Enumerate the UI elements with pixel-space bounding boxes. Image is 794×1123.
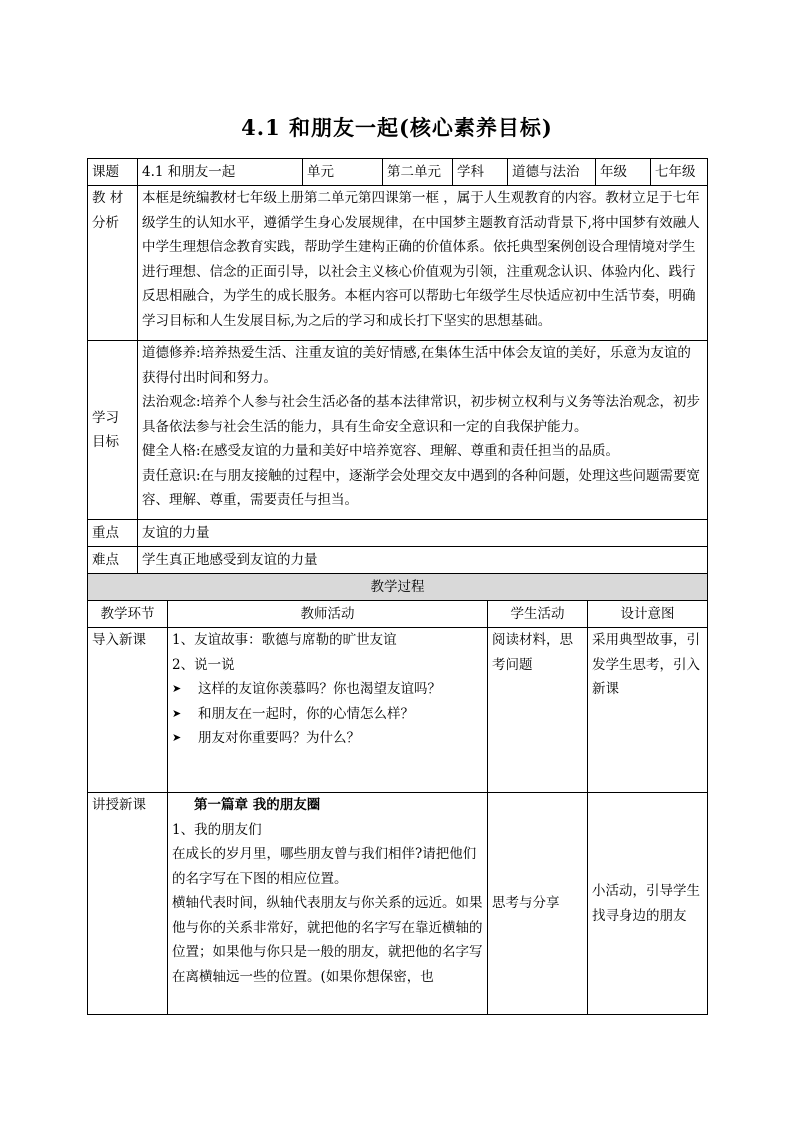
intro-bullet-text: 和朋友在一起时，你的心情怎么样？ — [198, 705, 414, 722]
page-title: 4.1 和朋友一起(核心素养目标) — [241, 115, 553, 140]
intro-line: 2、说一说 — [172, 656, 235, 673]
goals-label-line1: 学习 — [92, 409, 119, 426]
teach-subheading: 1、我的朋友们 — [172, 821, 262, 838]
arrow-bullet-icon: ➤ — [172, 731, 182, 744]
subject-label: 学科 — [453, 159, 508, 186]
intro-bullet-text: 朋友对你重要吗？为什么？ — [198, 730, 360, 746]
analysis-label-line1: 教 材 — [92, 190, 124, 206]
teach-stage: 讲授新课 — [88, 793, 168, 1015]
goal-item: 道德修养:培养热爱生活、注重友谊的美好情感,在集体生活中体会友谊的美好，乐意为友谊的获得付出时间和努力。 — [142, 345, 691, 386]
key-point-label: 重点 — [88, 520, 138, 547]
intro-teacher-activity — [168, 628, 488, 793]
goals-list — [138, 341, 708, 520]
analysis-text: 本框是统编教材七年级上册第二单元第四课第一框 ，属于人生观教育的内容。教材立足于七年级学生的认知水平，遵循学生身心发展规律，在中国梦主题教育活动背景下,将中国梦有效融人中学生理想信念教育实践，帮助学生建构正确的价值体系。依托典型案例创设合理情境对学生进行理想、信念的正面引导，以社会主义核心价值观为引领，注重观念认识、体验内化、践行反思相融合，为学生的成长服务。本框内容可以帮助七年级学生尽快适应初中生活节奏，明确学习目标和人生发展目标,为之后的学习和成长打下坚实的思想基础。 — [138, 186, 708, 341]
grade-value: 七年级 — [651, 159, 708, 186]
intro-bullet — [172, 726, 483, 751]
teach-paragraph: 横轴代表时间，纵轴代表朋友与你关系的远近。如果他与你的关系非常好，就把他的名字写在靠近横轴的位置；如果他与你只是一般的朋友，就把他的名字写在离横轴远一些的位置。(如果你想保密，也 — [172, 895, 483, 985]
column-header-intent: 设计意图 — [588, 601, 708, 628]
difficulty-text: 学生真正地感受到友谊的力量 — [138, 547, 708, 574]
column-header-stage: 教学环节 — [88, 601, 168, 628]
intro-line: 1、友谊故事：歌德与席勒的旷世友谊 — [172, 632, 397, 648]
lesson-label: 课题 — [88, 159, 138, 186]
intro-design-intent: 采用典型故事，引发学生思考，引入新课 — [588, 628, 708, 793]
column-header-teacher: 教师活动 — [168, 601, 488, 628]
goals-label-line2: 目标 — [92, 434, 119, 450]
teach-paragraph: 在成长的岁月里，哪些朋友曾与我们相伴?请把他们的名字写在下图的相应位置。 — [172, 846, 477, 887]
goals-label — [88, 341, 138, 520]
intro-stage: 导入新课 — [88, 628, 168, 793]
unit-value: 第二单元 — [383, 159, 453, 186]
teach-design-intent: 小活动，引导学生找寻身边的朋友 — [588, 793, 708, 1015]
key-point-text: 友谊的力量 — [138, 520, 708, 547]
intro-student-activity: 阅读材料，思考问题 — [488, 628, 588, 793]
analysis-label — [88, 186, 138, 341]
teaching-process-table — [87, 573, 708, 1015]
process-header: 教学过程 — [88, 574, 708, 601]
chapter-title: 第一篇章 我的朋友圈 — [194, 797, 321, 813]
goal-item: 健全人格:在感受友谊的力量和美好中培养宽容、理解、尊重和责任担当的品质。 — [142, 443, 620, 459]
goal-item: 法治观念:培养个人参与社会生活必备的基本法律常识，初步树立权利与义务等法治观念，初步具备依法参与社会生活的能力，具有生命安全意识和一定的自我保护能力。 — [142, 394, 701, 435]
arrow-bullet-icon: ➤ — [172, 706, 182, 720]
lesson-info-table — [87, 158, 708, 574]
intro-bullet — [172, 677, 483, 702]
intro-bullet — [172, 702, 483, 727]
arrow-bullet-icon: ➤ — [172, 682, 182, 695]
lesson-value: 4.1 和朋友一起 — [138, 159, 303, 186]
unit-label: 单元 — [303, 159, 383, 186]
analysis-label-line2: 分析 — [92, 214, 119, 231]
teach-student-activity: 思考与分享 — [488, 793, 588, 1015]
subject-value: 道德与法治 — [508, 159, 596, 186]
column-header-student: 学生活动 — [488, 601, 588, 628]
teach-teacher-activity — [168, 793, 488, 1015]
goal-item: 责任意识:在与朋友接触的过程中，逐渐学会处理交友中遇到的各种问题，处理这些问题需要宽容、理解、尊重，需要责任与担当。 — [142, 467, 701, 508]
grade-label: 年级 — [596, 159, 651, 186]
difficulty-label: 难点 — [88, 547, 138, 574]
intro-bullet-text: 这样的友谊你羡慕吗？你也渴望友谊吗？ — [198, 681, 441, 697]
